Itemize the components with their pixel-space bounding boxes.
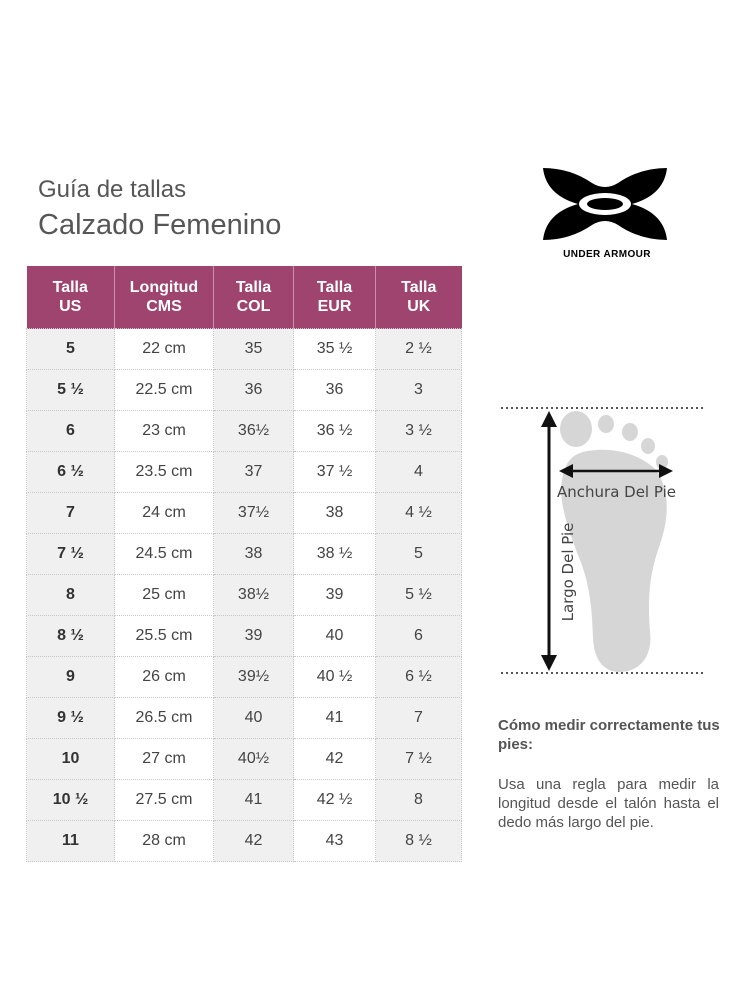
- size-eur-cell: 39: [294, 575, 376, 616]
- size-col-cell: 40½: [214, 739, 294, 780]
- length-label: Largo Del Pie: [559, 522, 577, 622]
- measure-instructions: Usa una regla para medir la longitud desde el talón hasta el dedo más largo del pie.: [498, 776, 719, 831]
- size-col-cell: 39½: [214, 657, 294, 698]
- table-row: [27, 329, 462, 370]
- length-cm-cell: 23 cm: [115, 411, 214, 452]
- size-uk-cell: 5 ½: [376, 575, 462, 616]
- size-uk-cell: 3 ½: [376, 411, 462, 452]
- size-uk-cell: 7 ½: [376, 739, 462, 780]
- size-eur-cell: 40 ½: [294, 657, 376, 698]
- table-row: [27, 821, 462, 862]
- size-uk-cell: 8: [376, 780, 462, 821]
- table-row: [27, 575, 462, 616]
- size-us-cell: 10 ½: [27, 780, 115, 821]
- size-col-cell: 35: [214, 329, 294, 370]
- length-cm-cell: 25 cm: [115, 575, 214, 616]
- length-cm-cell: 22 cm: [115, 329, 214, 370]
- size-col-cell: 42: [214, 821, 294, 862]
- size-uk-cell: 2 ½: [376, 329, 462, 370]
- header-us: Talla US: [27, 266, 115, 329]
- size-col-cell: 41: [214, 780, 294, 821]
- length-cm-cell: 28 cm: [115, 821, 214, 862]
- size-us-cell: 11: [27, 821, 115, 862]
- size-eur-cell: 42 ½: [294, 780, 376, 821]
- size-col-cell: 37: [214, 452, 294, 493]
- table-row: [27, 452, 462, 493]
- header-eur: Talla EUR: [294, 266, 376, 329]
- length-cm-cell: 27.5 cm: [115, 780, 214, 821]
- size-eur-cell: 36 ½: [294, 411, 376, 452]
- size-uk-cell: 4: [376, 452, 462, 493]
- size-eur-cell: 42: [294, 739, 376, 780]
- size-us-cell: 5 ½: [27, 370, 115, 411]
- size-us-cell: 6: [27, 411, 115, 452]
- size-eur-cell: 43: [294, 821, 376, 862]
- table-row: [27, 739, 462, 780]
- table-row: [27, 534, 462, 575]
- under-armour-logo-icon: [540, 163, 670, 245]
- header-uk: Talla UK: [376, 266, 462, 329]
- brand-name: UNDER ARMOUR: [563, 249, 651, 260]
- length-cm-cell: 26.5 cm: [115, 698, 214, 739]
- table-row: [27, 616, 462, 657]
- size-uk-cell: 5: [376, 534, 462, 575]
- table-row: [27, 411, 462, 452]
- size-eur-cell: 37 ½: [294, 452, 376, 493]
- length-cm-cell: 26 cm: [115, 657, 214, 698]
- size-eur-cell: 41: [294, 698, 376, 739]
- table-row: [27, 780, 462, 821]
- size-table-header: [27, 266, 462, 329]
- size-eur-cell: 35 ½: [294, 329, 376, 370]
- length-cm-cell: 24 cm: [115, 493, 214, 534]
- width-label: Anchura Del Pie: [557, 483, 676, 501]
- length-cm-cell: 22.5 cm: [115, 370, 214, 411]
- length-cm-cell: 23.5 cm: [115, 452, 214, 493]
- size-eur-cell: 36: [294, 370, 376, 411]
- size-eur-cell: 38 ½: [294, 534, 376, 575]
- size-col-cell: 39: [214, 616, 294, 657]
- size-col-cell: 36½: [214, 411, 294, 452]
- guide-title: Guía de tallas: [38, 176, 187, 203]
- size-us-cell: 9 ½: [27, 698, 115, 739]
- table-row: [27, 698, 462, 739]
- header-length: Longitud CMS: [115, 266, 214, 329]
- size-us-cell: 8 ½: [27, 616, 115, 657]
- size-eur-cell: 38: [294, 493, 376, 534]
- foot-diagram: [498, 400, 708, 680]
- header-col: Talla COL: [214, 266, 294, 329]
- size-col-cell: 40: [214, 698, 294, 739]
- table-row: [27, 493, 462, 534]
- size-col-cell: 37½: [214, 493, 294, 534]
- size-us-cell: 7: [27, 493, 115, 534]
- length-cm-cell: 27 cm: [115, 739, 214, 780]
- size-us-cell: 10: [27, 739, 115, 780]
- size-us-cell: 8: [27, 575, 115, 616]
- length-cm-cell: 24.5 cm: [115, 534, 214, 575]
- length-cm-cell: 25.5 cm: [115, 616, 214, 657]
- size-uk-cell: 6: [376, 616, 462, 657]
- brand-logo: [540, 163, 670, 263]
- size-col-cell: 38½: [214, 575, 294, 616]
- table-row: [27, 657, 462, 698]
- size-col-cell: 38: [214, 534, 294, 575]
- measure-title: Cómo medir correctamente tus pies:: [498, 717, 720, 753]
- size-uk-cell: 8 ½: [376, 821, 462, 862]
- size-us-cell: 5: [27, 329, 115, 370]
- length-arrow-icon: [541, 411, 557, 671]
- size-us-cell: 6 ½: [27, 452, 115, 493]
- size-uk-cell: 4 ½: [376, 493, 462, 534]
- size-table: [26, 266, 462, 862]
- size-uk-cell: 6 ½: [376, 657, 462, 698]
- size-uk-cell: 3: [376, 370, 462, 411]
- size-us-cell: 7 ½: [27, 534, 115, 575]
- guide-subtitle: Calzado Femenino: [38, 209, 282, 241]
- table-row: [27, 370, 462, 411]
- size-eur-cell: 40: [294, 616, 376, 657]
- size-uk-cell: 7: [376, 698, 462, 739]
- size-us-cell: 9: [27, 657, 115, 698]
- size-col-cell: 36: [214, 370, 294, 411]
